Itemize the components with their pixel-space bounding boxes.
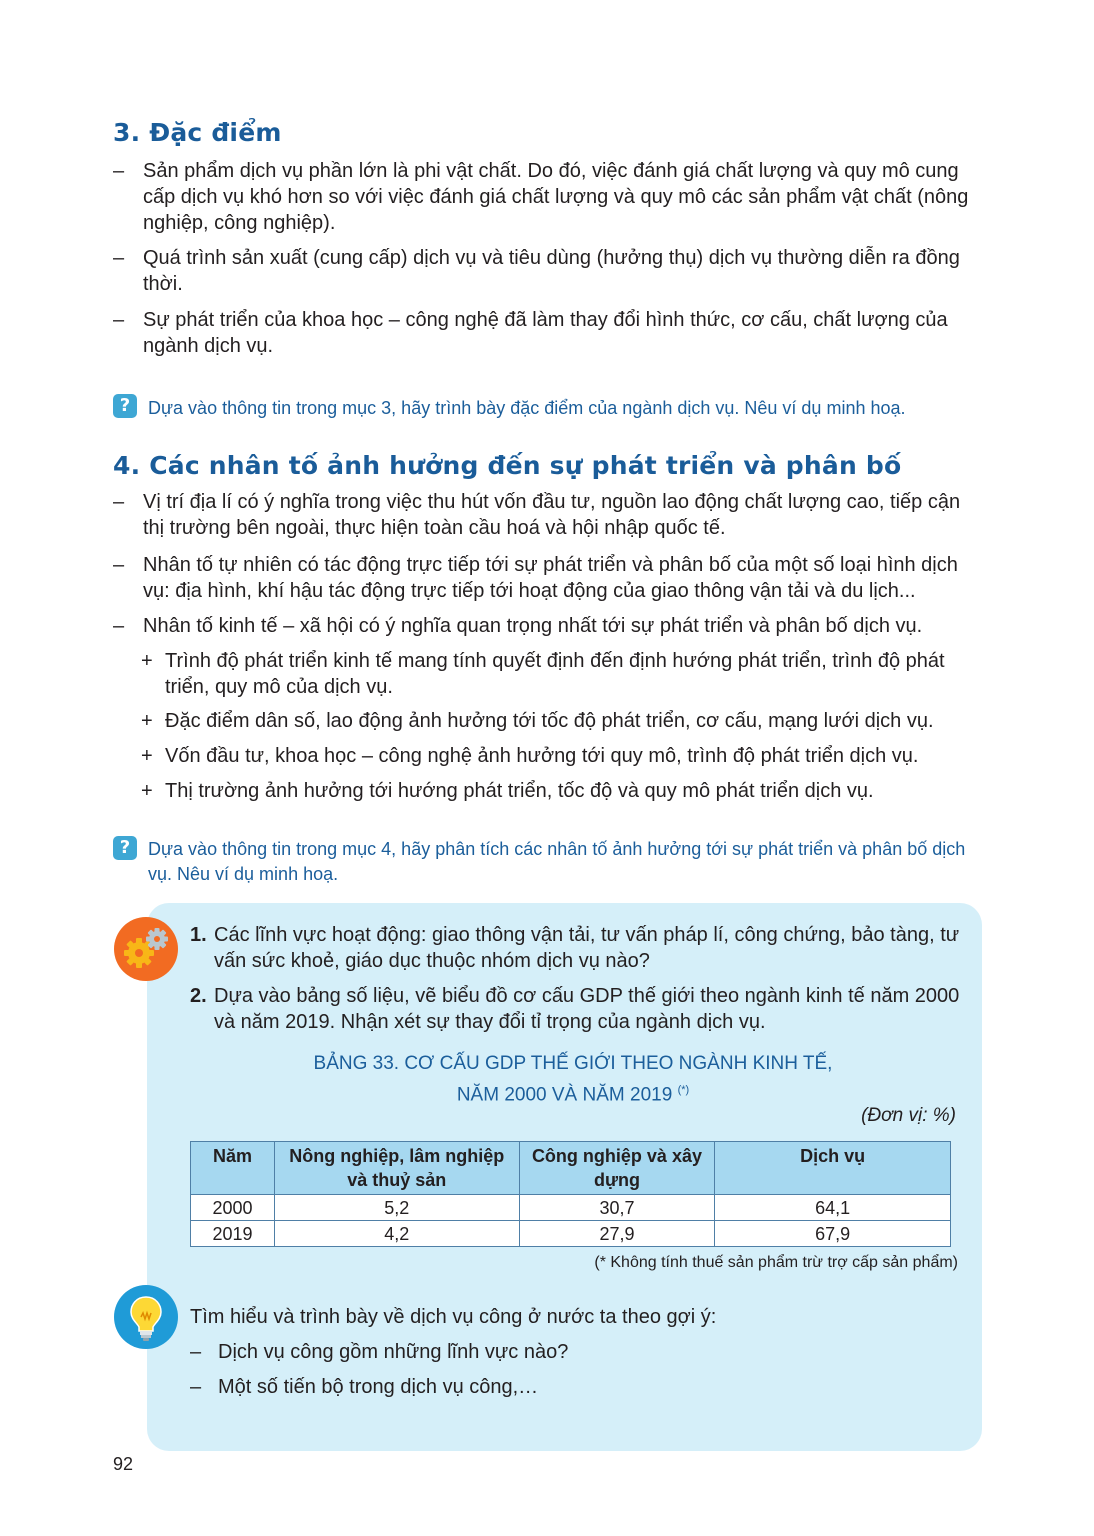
section-3-heading: 3. Đặc điểm [113,118,282,147]
practice-item-1: 1. Các lĩnh vực hoạt động: giao thông vận tải, tư vấn pháp lí, công chứng, bảo tàng, tư vấn sức khoẻ, giáo dục thuộc nhóm dịch vụ nào? [190,924,960,972]
section-4-bullet-2: – Nhân tố tự nhiên có tác động trực tiếp tới sự phát triển và phân bố của một số loại hình dịch vụ: địa hình, khí hậu tác động trực tiếp tới hoạt động của giao thông vận tải và du lịch... [113,554,958,602]
section-4-bullet-1: – Vị trí địa lí có ý nghĩa trong việc thu hút vốn đầu tư, nguồn lao động chất lượng cao, tiếp cận thị trường bên ngoài, thực hiện toàn cầu hoá và hội nhập quốc tế. [113,491,961,539]
section-3-bullet-1: – Sản phẩm dịch vụ phần lớn là phi vật chất. Do đó, việc đánh giá chất lượng và quy mô cung cấp dịch vụ khó hơn so với việc đánh giá chất lượng và quy mô các sản phẩm vật chất (nông nghiệp, công nghiệp). [113,160,969,234]
section-4-subbullet-2: + Đặc điểm dân số, lao động ảnh hưởng tới tốc độ phát triển, cơ cấu, mạng lưới dịch vụ. [141,710,934,732]
section-4-heading: 4. Các nhân tố ảnh hưởng đến sự phát triển và phân bố [113,451,902,480]
section-4-subbullet-3: + Vốn đầu tư, khoa học – công nghệ ảnh hưởng tới quy mô, trình độ phát triển dịch vụ. [141,745,919,767]
question-icon: ? [113,394,137,418]
practice-item-2: 2. Dựa vào bảng số liệu, vẽ biểu đồ cơ cấu GDP thế giới theo ngành kinh tế năm 2000 và năm 2019. Nhận xét sự thay đổi tỉ trọng của ngành dịch vụ. [190,985,960,1033]
explore-item-1: – Dịch vụ công gồm những lĩnh vực nào? [190,1341,569,1363]
table-header-year: Năm [191,1142,275,1195]
table-header-row [191,1142,951,1195]
section-3-question: Dựa vào thông tin trong mục 3, hãy trình bày đặc điểm của ngành dịch vụ. Nêu ví dụ minh hoạ. [148,398,906,418]
section-3-bullet-3: – Sự phát triển của khoa học – công nghệ đã làm thay đổi hình thức, cơ cấu, chất lượng của ngành dịch vụ. [113,309,948,357]
table-cell: 64,1 [715,1195,951,1221]
section-3-bullet-2: – Quá trình sản xuất (cung cấp) dịch vụ và tiêu dùng (hưởng thụ) dịch vụ thường diễn ra đồng thời. [113,247,960,295]
table-header-services: Dịch vụ [715,1142,951,1195]
table-cell: 2000 [191,1195,275,1221]
page-number: 92 [113,1454,134,1474]
table-row [191,1195,951,1221]
table-row [191,1221,951,1247]
explore-item-2: – Một số tiến bộ trong dịch vụ công,… [190,1376,539,1398]
table-footnote: (* Không tính thuế sản phẩm trừ trợ cấp sản phẩm) [594,1254,958,1271]
section-4-bullet-3: – Nhân tố kinh tế – xã hội có ý nghĩa quan trọng nhất tới sự phát triển và phân bố dịch vụ. [113,615,923,637]
question-icon: ? [113,836,137,860]
table-cell: 27,9 [519,1221,715,1247]
section-4-question: Dựa vào thông tin trong mục 4, hãy phân tích các nhân tố ảnh hưởng tới sự phát triển và phân bố dịch vụ. Nêu ví dụ minh hoạ. [148,839,966,884]
table-title-line-2: NĂM 2000 VÀ NĂM 2019 (*) [456,1084,690,1106]
explore-intro: Tìm hiểu và trình bày về dịch vụ công ở nước ta theo gợi ý: [190,1306,717,1328]
table-unit: (Đơn vị: %) [861,1105,956,1126]
gears-icon [114,917,178,981]
gdp-structure-table [190,1141,951,1247]
table-cell: 30,7 [519,1195,715,1221]
section-4-subbullet-4: + Thị trường ảnh hưởng tới hướng phát triển, tốc độ và quy mô phát triển dịch vụ. [141,780,874,802]
table-cell: 2019 [191,1221,275,1247]
lightbulb-icon [114,1285,178,1349]
table-cell: 67,9 [715,1221,951,1247]
table-header-industry: Công nghiệp và xây dựng [519,1142,715,1195]
table-header-agriculture: Nông nghiệp, lâm nghiệp và thuỷ sản [274,1142,519,1195]
section-4-subbullet-1: + Trình độ phát triển kinh tế mang tính quyết định đến định hướng phát triển, trình độ phát triển, quy mô của dịch vụ. [141,650,945,698]
table-cell: 5,2 [274,1195,519,1221]
table-cell: 4,2 [274,1221,519,1247]
table-title-line-1: BẢNG 33. CƠ CẤU GDP THẾ GIỚI THEO NGÀNH KINH TẾ, [313,1053,833,1074]
